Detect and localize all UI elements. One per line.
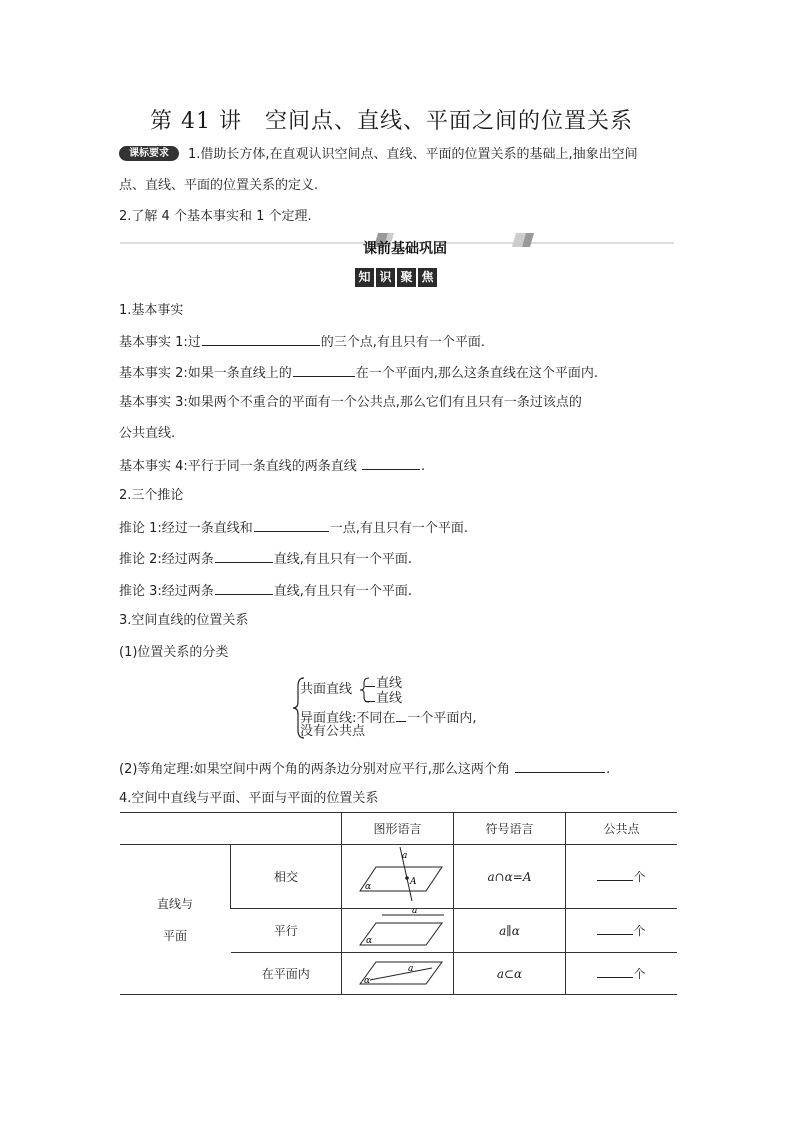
fact-3: 基本事实 3:如果两个不重合的平面有一个公共点,那么它们有且只有一条过该点的 bbox=[119, 395, 582, 410]
answer-blank bbox=[515, 760, 605, 773]
count-unit: 个 bbox=[633, 967, 646, 981]
fact-3-cont: 公共直线. bbox=[119, 426, 176, 441]
table-row bbox=[120, 845, 677, 909]
answer-blank bbox=[215, 582, 273, 595]
plane-label: α bbox=[365, 936, 372, 946]
requirements-badge: 课标要求 bbox=[119, 146, 179, 161]
answer-blank bbox=[362, 457, 420, 470]
answer-blank bbox=[202, 333, 320, 346]
knowledge-tag bbox=[355, 268, 437, 287]
corollary-text: 推论 2:经过两条 bbox=[119, 552, 214, 567]
corollary-text: 推论 3:经过两条 bbox=[119, 584, 214, 599]
requirement-line-1: 1.借助长方体,在直观认识空间点、直线、平面的位置关系的基础上,抽象出空间 bbox=[188, 147, 638, 162]
fact-text: 在一个平面内,那么这条直线在这个平面内. bbox=[355, 366, 599, 381]
figure-cell bbox=[342, 845, 454, 909]
corollary-2 bbox=[119, 550, 412, 568]
fact-text: 基本事实 4:平行于同一条直线的两条直线 bbox=[119, 459, 357, 474]
count-cell bbox=[566, 909, 678, 953]
intersect-figure bbox=[348, 845, 448, 905]
answer-blank bbox=[365, 689, 375, 702]
table-header: 公共点 bbox=[566, 813, 678, 845]
answer-blank bbox=[254, 519, 329, 532]
table-header-row bbox=[120, 813, 677, 845]
group-label: 直线与 bbox=[156, 896, 193, 911]
in-plane-figure bbox=[348, 954, 448, 990]
answer-blank bbox=[293, 364, 355, 377]
fact-text: 的三个点,有且只有一个平面. bbox=[320, 335, 486, 350]
skew-definition-cont: 没有公共点 bbox=[300, 724, 366, 739]
answer-blank bbox=[597, 965, 633, 978]
coplanar-label: 共面直线 bbox=[300, 682, 353, 697]
corollary-text: 直线,有且只有一个平面. bbox=[273, 552, 413, 567]
relation-name: 在平面内 bbox=[231, 953, 342, 995]
figure-cell bbox=[342, 909, 454, 953]
corollary-text: 直线,有且只有一个平面. bbox=[273, 584, 413, 599]
knowledge-char: 知 bbox=[355, 268, 374, 287]
count-unit: 个 bbox=[633, 924, 646, 938]
relation-name: 相交 bbox=[231, 845, 342, 909]
fact-text: . bbox=[420, 459, 426, 474]
fact-4 bbox=[119, 457, 425, 475]
theorem-text: . bbox=[606, 762, 611, 777]
table-header-empty bbox=[120, 813, 342, 845]
corollary-3 bbox=[119, 582, 412, 600]
parallel-figure bbox=[348, 909, 448, 949]
requirement-line-2: 点、直线、平面的位置关系的定义. bbox=[119, 178, 319, 193]
knowledge-char: 聚 bbox=[397, 268, 416, 287]
equal-angle-theorem bbox=[119, 760, 610, 778]
count-cell bbox=[566, 953, 678, 995]
group-label: 平面 bbox=[162, 928, 187, 943]
fact-2 bbox=[119, 364, 598, 382]
line-label: a bbox=[407, 964, 413, 974]
skew-text: 一个平面内, bbox=[407, 711, 477, 726]
fact-text: 基本事实 1:过 bbox=[119, 335, 201, 350]
relation-name: 平行 bbox=[231, 909, 342, 953]
answer-blank bbox=[396, 709, 406, 722]
symbol-cell: a⊂α bbox=[454, 953, 566, 995]
section-heading: 1.基本事实 bbox=[119, 303, 184, 318]
knowledge-char: 识 bbox=[376, 268, 395, 287]
coplanar-type-2 bbox=[364, 689, 402, 707]
count-cell bbox=[566, 845, 678, 909]
line-label: a bbox=[411, 909, 417, 916]
symbol-cell: a∩α=A bbox=[454, 845, 566, 909]
table-header: 符号语言 bbox=[454, 813, 566, 845]
requirement-line-3: 2.了解 4 个基本事实和 1 个定理. bbox=[119, 209, 312, 224]
knowledge-char: 焦 bbox=[418, 268, 437, 287]
group-label-cell bbox=[120, 845, 231, 995]
fact-text: 基本事实 2:如果一条直线上的 bbox=[119, 366, 292, 381]
corollary-text: 一点,有且只有一个平面. bbox=[329, 521, 469, 536]
section-banner: 课前基础巩固 bbox=[363, 241, 447, 257]
answer-blank bbox=[597, 922, 633, 935]
answer-blank bbox=[365, 674, 375, 687]
count-unit: 个 bbox=[633, 870, 646, 884]
line-suffix: 直线 bbox=[376, 676, 403, 691]
answer-blank bbox=[597, 868, 633, 881]
subsection-heading: (1)位置关系的分类 bbox=[119, 645, 229, 660]
figure-cell bbox=[342, 953, 454, 995]
skew-text: 异面直线:不同在 bbox=[300, 711, 396, 726]
corollary-1 bbox=[119, 519, 468, 537]
section-heading: 2.三个推论 bbox=[119, 488, 184, 503]
line-label: a bbox=[401, 851, 407, 861]
line-suffix: 直线 bbox=[376, 691, 403, 706]
corollary-text: 推论 1:经过一条直线和 bbox=[119, 521, 253, 536]
table-header: 图形语言 bbox=[342, 813, 454, 845]
section-heading: 3.空间直线的位置关系 bbox=[119, 613, 249, 628]
fact-1 bbox=[119, 333, 485, 351]
answer-blank bbox=[215, 550, 273, 563]
page-title: 第 41 讲 空间点、直线、平面之间的位置关系 bbox=[150, 109, 633, 134]
symbol-cell: a∥α bbox=[454, 909, 566, 953]
section-heading: 4.空间中直线与平面、平面与平面的位置关系 bbox=[119, 791, 379, 806]
theorem-text: (2)等角定理:如果空间中两个角的两条边分别对应平行,那么这两个角 bbox=[119, 762, 510, 777]
plane-label: α bbox=[363, 976, 370, 986]
point-label: A bbox=[409, 877, 416, 887]
plane-label: α bbox=[364, 882, 371, 892]
relation-table bbox=[120, 812, 677, 995]
